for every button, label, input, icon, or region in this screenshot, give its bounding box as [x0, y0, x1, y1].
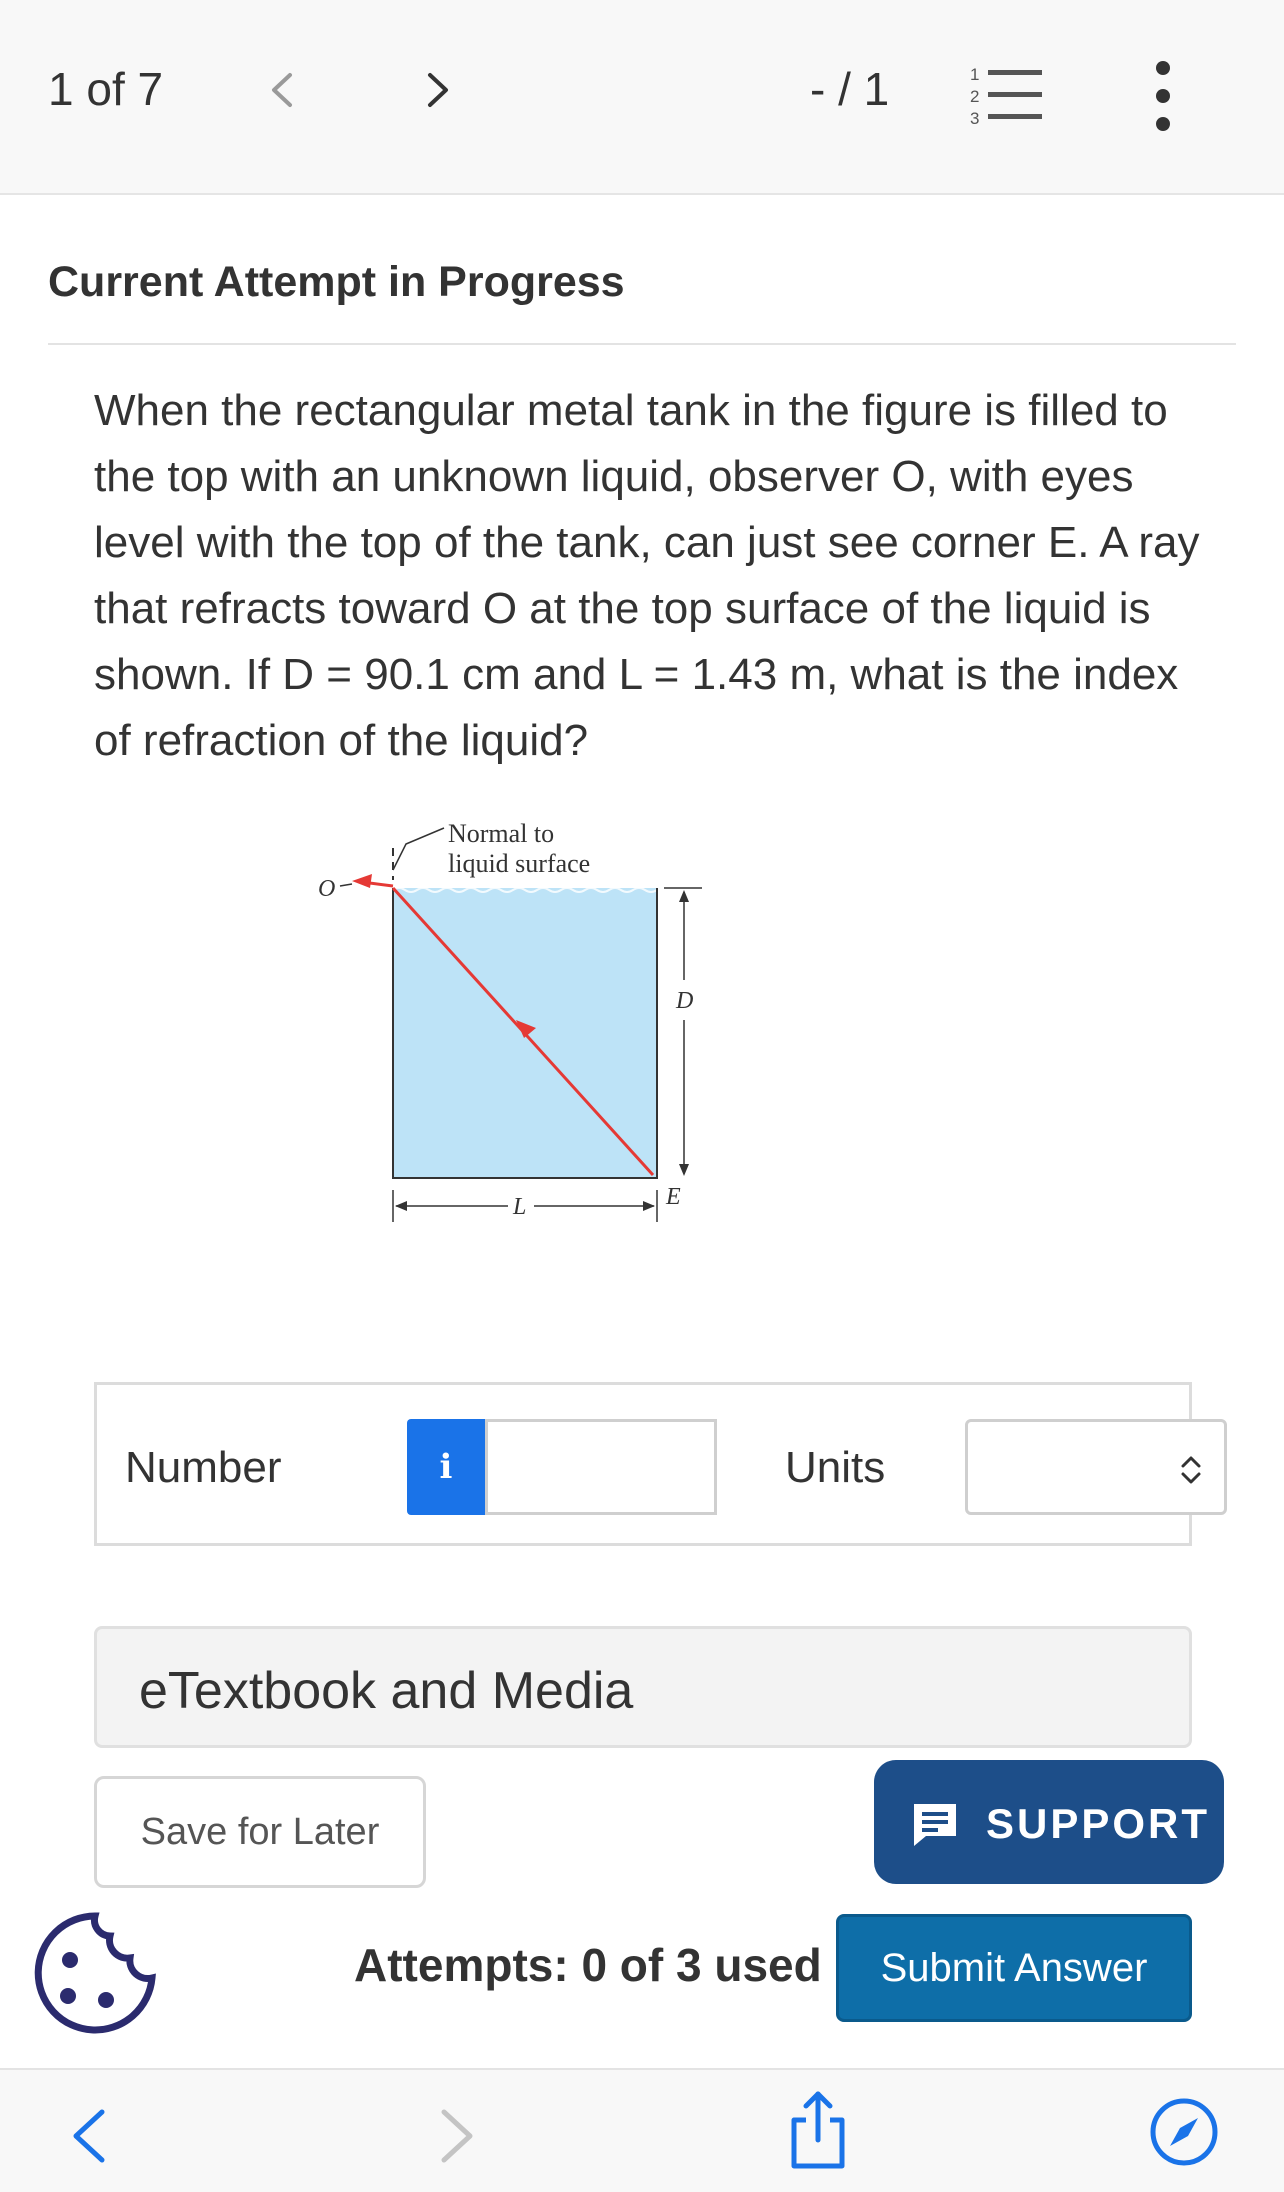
more-options-icon[interactable]: [1148, 58, 1178, 134]
cookie-settings-icon[interactable]: [30, 1908, 160, 2038]
compass-icon[interactable]: [1148, 2096, 1220, 2168]
length-label: L: [513, 1194, 527, 1220]
support-label: SUPPORT: [986, 1800, 1211, 1847]
ray-arrowhead: [352, 874, 372, 888]
back-icon[interactable]: [64, 2106, 114, 2166]
depth-label: D: [676, 988, 694, 1014]
question-score: - / 1: [810, 63, 890, 115]
units-label: Units: [785, 1443, 886, 1492]
tank-figure: [318, 819, 908, 1260]
submit-answer-button[interactable]: Submit Answer: [836, 1914, 1192, 2022]
svg-text:3: 3: [970, 109, 980, 128]
forward-icon[interactable]: [432, 2106, 482, 2166]
units-select[interactable]: [965, 1419, 1227, 1515]
question-pager: 1 of 7: [48, 63, 164, 115]
share-icon[interactable]: [788, 2088, 848, 2172]
select-arrows-icon: [1178, 1454, 1204, 1486]
answer-row: [94, 1382, 1192, 1546]
prev-question-button[interactable]: [252, 55, 312, 125]
etextbook-media-button[interactable]: [94, 1626, 1192, 1748]
divider: [48, 343, 1236, 345]
svg-text:1: 1: [970, 65, 980, 84]
etextbook-label: eTextbook and Media: [139, 1662, 634, 1720]
number-label: Number: [125, 1443, 282, 1492]
normal-label-line1: Normal to: [448, 819, 555, 848]
save-for-later-button[interactable]: Save for Later: [94, 1776, 426, 1888]
next-question-button[interactable]: [408, 55, 468, 125]
number-input[interactable]: [485, 1419, 717, 1515]
attempts-counter: Attempts: 0 of 3 used: [354, 1939, 822, 1991]
browser-toolbar: [0, 2068, 1284, 2192]
corner-label: E: [666, 1184, 681, 1210]
chevron-right-icon: [408, 55, 468, 125]
normal-label-line2: liquid surface: [448, 849, 591, 878]
question-list-icon[interactable]: [968, 58, 1046, 130]
support-button[interactable]: [874, 1760, 1224, 1884]
chevron-left-icon: [252, 55, 312, 125]
observer-label: O: [318, 876, 336, 902]
svg-text:2: 2: [970, 87, 980, 106]
question-text: When the rectangular metal tank in the figure is filled to the top with an unknown liquid, observer O, with eyes level with the top of the tank, can just see corner E. A ray that refracts toward O at the top surface of the liquid is shown. If D = 90.1 cm and L = 1.43 m, what is the index of refraction of the liquid?: [94, 386, 1200, 765]
chat-icon: [910, 1800, 960, 1850]
attempt-status-heading: Current Attempt in Progress: [48, 258, 625, 306]
info-button[interactable]: i: [407, 1419, 485, 1515]
top-toolbar: [0, 0, 1284, 195]
